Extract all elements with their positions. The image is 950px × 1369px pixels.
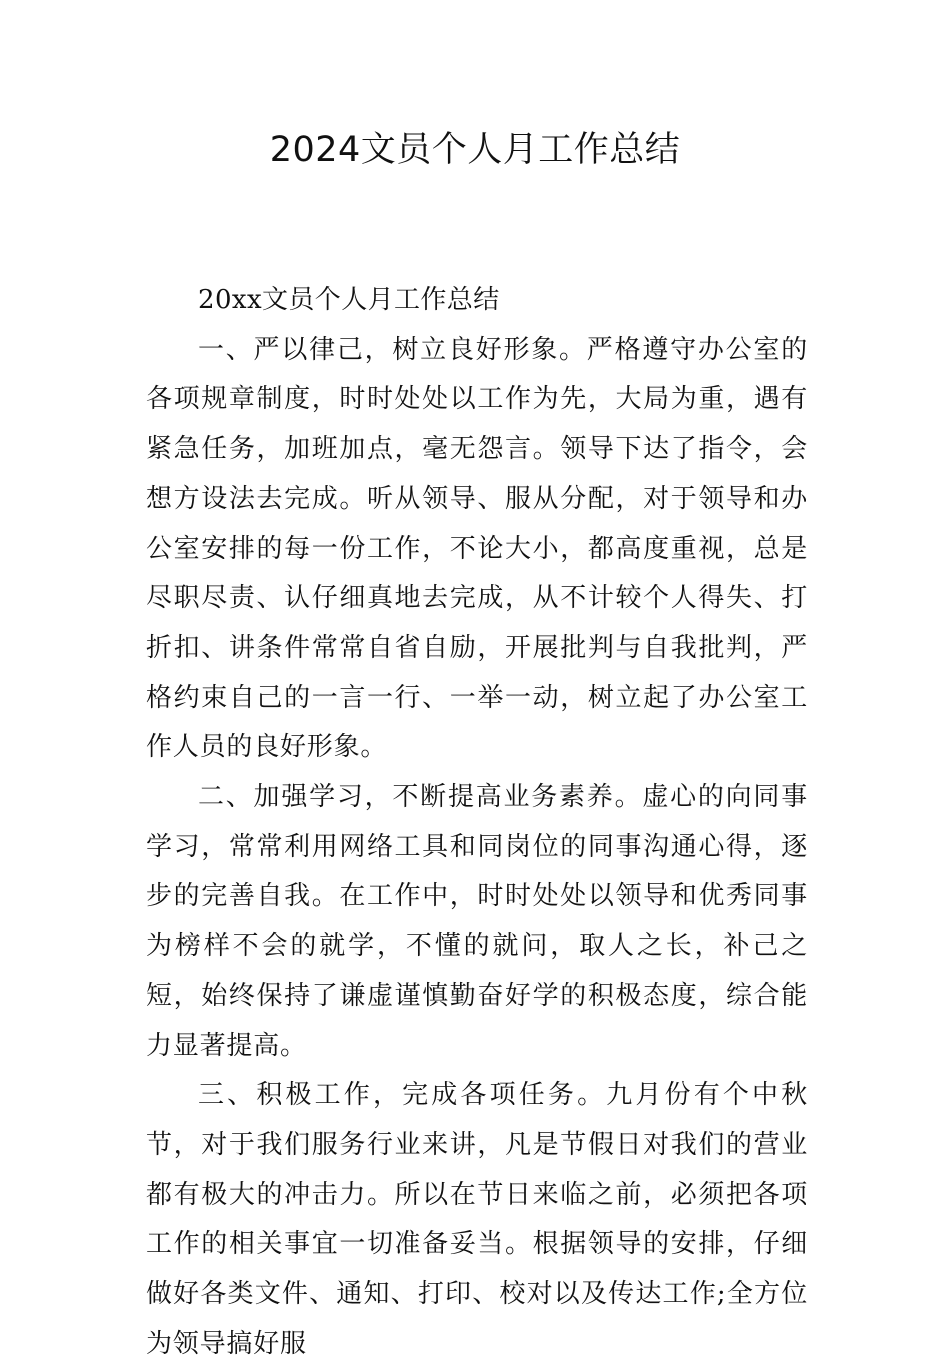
document-body [146, 276, 808, 1369]
document-title: 2024文员个人月工作总结 [269, 130, 681, 170]
paragraph-section-two: 二、加强学习，不断提高业务素养。虚心的向同事学习，常常利用网络工具和同岗位的同事沟通心得，逐步的完善自我。在工作中，时时处处以领导和优秀同事为榜样不会的就学，不懂的就问，取人之长，补己之短，始终保持了谦虚谨慎勤奋好学的积极态度，综合能力显著提高。 [146, 782, 808, 1061]
paragraph-section-one: 一、严以律己，树立良好形象。严格遵守办公室的各项规章制度，时时处处以工作为先，大局为重，遇有紧急任务，加班加点，毫无怨言。领导下达了指令，会想方设法去完成。听从领导、服从分配，对于领导和办公室安排的每一份工作，不论大小，都高度重视，总是尽职尽责、认仔细真地去完成，从不计较个人得失、打折扣、讲条件常常自省自励，开展批判与自我批判，严格约束自己的一言一行、一举一动，树立起了办公室工作人员的良好形象。 [146, 334, 808, 763]
document-subtitle: 20xx文员个人月工作总结 [198, 285, 500, 315]
paragraph-section-three: 三、积极工作，完成各项任务。九月份有个中秋节，对于我们服务行业来讲，凡是节假日对我们的营业都有极大的冲击力。所以在节日来临之前，必须把各项工作的相关事宜一切准备妥当。根据领导的安排，仔细做好各类文件、通知、打印、校对以及传达工作;全方位为领导搞好服 [146, 1080, 808, 1359]
